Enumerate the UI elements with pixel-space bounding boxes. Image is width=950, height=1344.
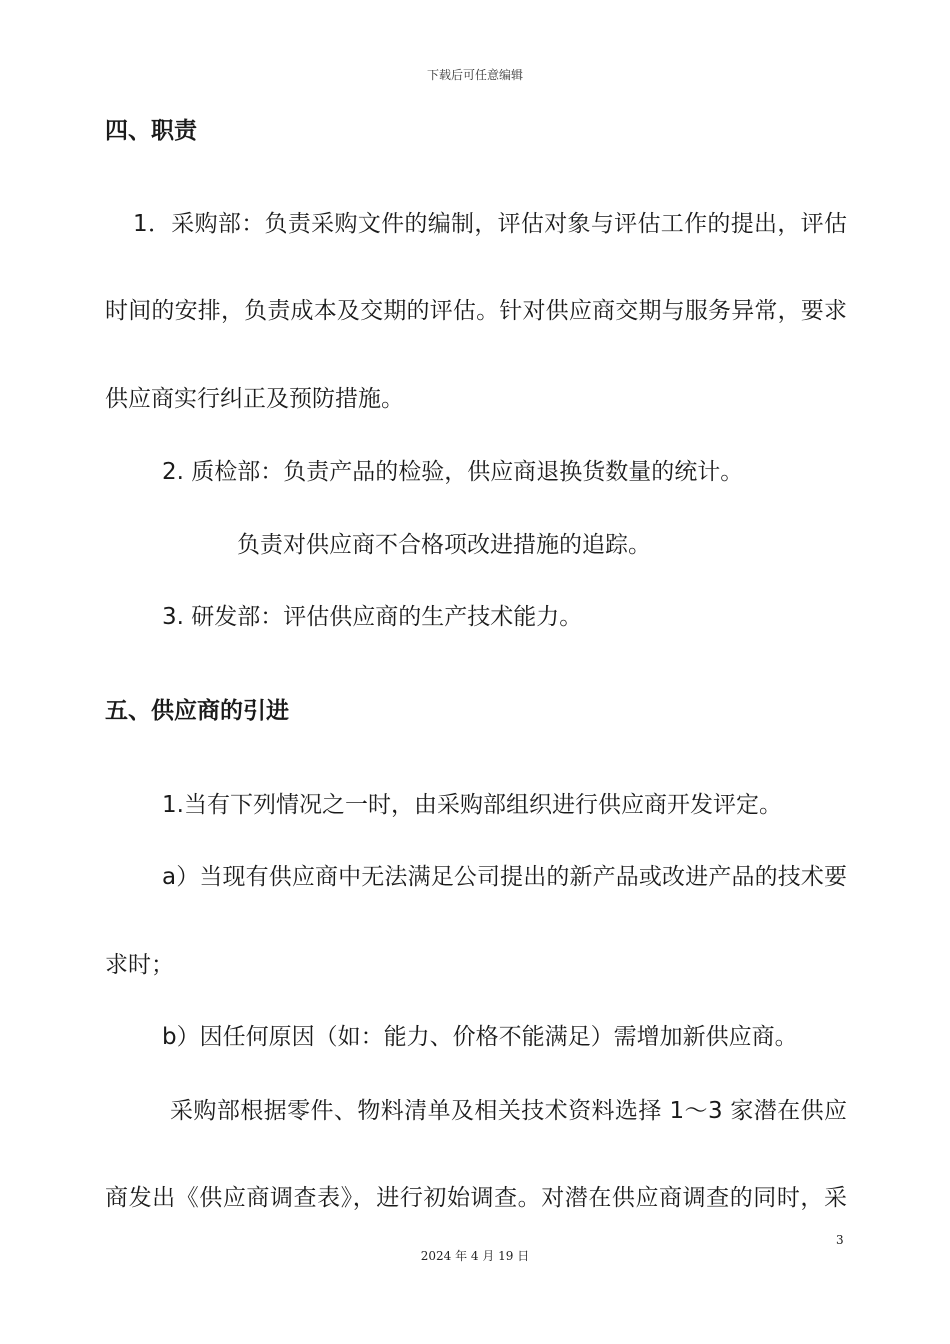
section-4-para-1-line-2: 时间的安排，负责成本及交期的评估。针对供应商交期与服务异常，要求 (105, 298, 847, 324)
section-5-para-1: 1.当有下列情况之一时，由采购部组织进行供应商开发评定。 (162, 792, 782, 818)
section-4-para-2-line-1: 2. 质检部：负责产品的检验，供应商退换货数量的统计。 (162, 459, 744, 485)
section-4-para-1-line-3: 供应商实行纠正及预防措施。 (105, 386, 404, 412)
section-4-para-2-line-2: 负责对供应商不合格项改进措施的追踪。 (237, 532, 651, 558)
section-4-heading: 四、职责 (105, 118, 197, 144)
section-4-para-1-line-1: 1．采购部：负责采购文件的编制，评估对象与评估工作的提出，评估 (133, 211, 847, 237)
section-5-para-b: b）因任何原因（如：能力、价格不能满足）需增加新供应商。 (162, 1024, 798, 1050)
section-5-para-a-line-2: 求时； (105, 952, 174, 978)
section-4-para-3: 3. 研发部：评估供应商的生产技术能力。 (162, 604, 583, 630)
section-5-para-c-line-2: 商发出《供应商调查表》，进行初始调查。对潜在供应商调查的同时，采 (105, 1185, 847, 1211)
page-footer-date: 2024 年 4 月 19 日 (420, 1249, 530, 1263)
section-5-para-a-line-1: a）当现有供应商中无法满足公司提出的新产品或改进产品的技术要 (162, 864, 847, 890)
page-header: 下载后可任意编辑 (426, 68, 523, 82)
section-5-heading: 五、供应商的引进 (105, 698, 289, 724)
section-5-para-c-line-1: 采购部根据零件、物料清单及相关技术资料选择 1～3 家潜在供应 (170, 1098, 847, 1124)
page-number: 3 (836, 1233, 844, 1247)
